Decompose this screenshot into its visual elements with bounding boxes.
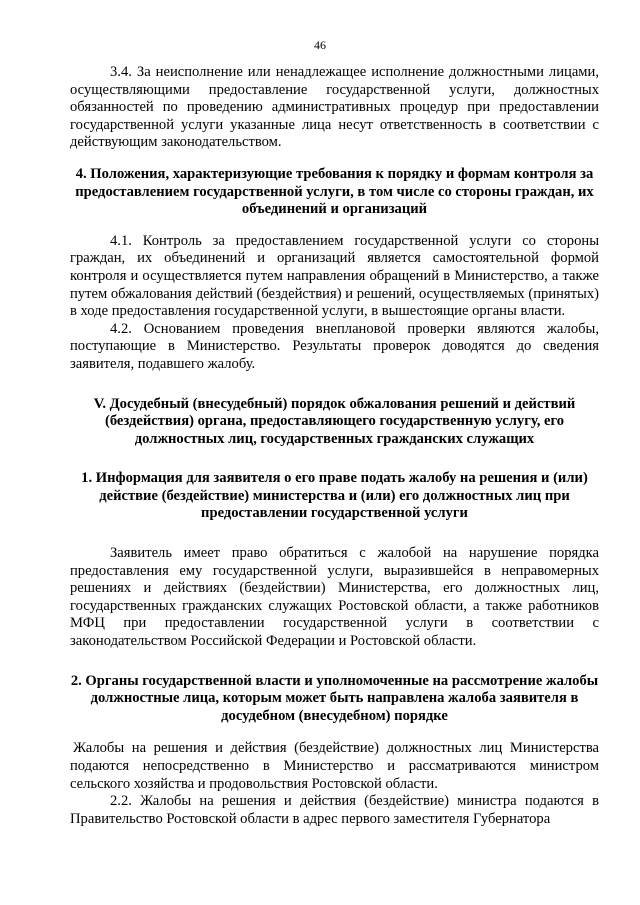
page-number: 46 [314, 38, 326, 52]
paragraph-2-2: 2.2. Жалобы на решения и действия (бездействие) министра подаются в Правительство Ростовской области в адрес первого заместителя Губернатора [70, 793, 599, 827]
paragraph-applicant-right: Заявитель имеет право обратиться с жалобой на нарушение порядка предоставления ему государственной услуги, выразившейся в неправомерных решениях и действиях (бездействии) Министерства, его должностных лиц, государственных гражданских служащих Ростовской области, а также работников МФЦ при предоставлении государственной услуги в соответствии с законодательством Российской Федерации и Ростовской области. [70, 545, 599, 650]
subsection-heading-2: 2. Органы государственной власти и уполномоченные на рассмотрение жалобы должностные лица, которым может быть направлена жалоба заявителя в досудебном (внесудебном) порядке [70, 672, 599, 724]
paragraph-4-1: 4.1. Контроль за предоставлением государственной услуги со стороны граждан, их объединений и организаций является самостоятельной формой контроля и осуществляется путем направления обращений в Министерство, а также путем обжалования действий (бездействия) и решений, осуществляемых (принятых) в ходе предоставления государственной услуги, в вышестоящие органы власти. [70, 232, 599, 320]
section-heading-V: V. Досудебный (внесудебный) порядок обжалования решений и действий (бездействия) органа, предоставляющего государственную услугу, его должностных лиц, государственных гражданских служащих [93, 395, 576, 447]
document-body [70, 64, 599, 828]
subsection-heading-1: 1. Информация для заявителя о его праве подать жалобу на решения и (или) действие (бездействие) министерства и (или) его должностных лиц при предоставлении государственной услуги [81, 470, 588, 522]
paragraph-2-1: Жалобы на решения и действия (бездействие) должностных лиц Министерства подаются непосредственно в Министерство и рассматриваются министром сельского хозяйства и продовольствия Ростовской области. [70, 740, 599, 792]
paragraph-3-4: 3.4. За неисполнение или ненадлежащее исполнение должностными лицами, осуществляющими предоставление государственной услуги, должностных обязанностей по проведению административных процедур при предоставлении государственной услуги указанные лица несут ответственность в соответствии с действующим законодательством. [70, 64, 599, 151]
section-heading-4: 4. Положения, характеризующие требования к порядку и формам контроля за предоставлением государственной услуги, в том числе со стороны граждан, их объединений и организаций [75, 165, 594, 218]
paragraph-4-2: 4.2. Основанием проведения внеплановой проверки являются жалобы, поступающие в Министерство. Результаты проверок доводятся до сведения заявителя, подавшего жалобу. [70, 320, 599, 372]
